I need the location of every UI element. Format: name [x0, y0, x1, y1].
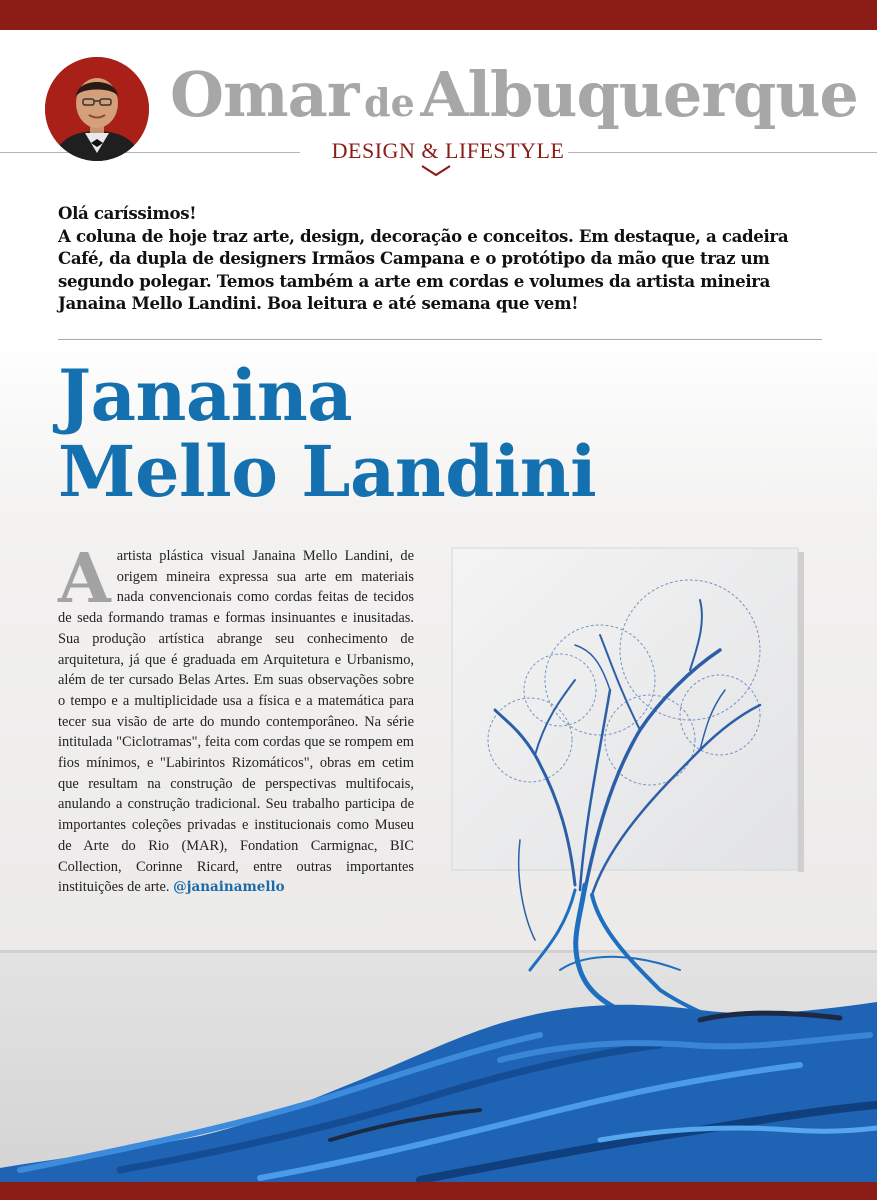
columnist-portrait	[45, 57, 149, 161]
drop-cap: A	[58, 539, 111, 619]
column-section-label: DESIGN & LIFESTYLE	[331, 138, 565, 163]
intro-block	[58, 202, 838, 315]
name-particle: de	[364, 80, 415, 125]
name-last: Albuquerque	[420, 58, 858, 131]
article-title-line-2: Mello Landini	[58, 430, 597, 513]
top-color-bar	[0, 0, 877, 30]
bottom-color-bar	[0, 1182, 877, 1200]
header-rule-right	[568, 152, 877, 153]
article-body-text	[58, 539, 414, 898]
article-body	[58, 539, 414, 898]
columnist-avatar	[45, 57, 149, 161]
artist-instagram-link[interactable]: @janainamello	[173, 879, 285, 896]
intro-greeting: Olá caríssimos!	[58, 203, 197, 223]
header-rule-left	[0, 152, 300, 153]
chevron-down-icon	[420, 164, 452, 178]
columnist-name	[170, 58, 858, 138]
article-title-line-1: Janaina	[58, 354, 353, 437]
section-divider	[58, 339, 822, 340]
article-title	[58, 354, 858, 513]
intro-text: A coluna de hoje traz arte, design, decoração e conceitos. Em destaque, a cadeira Café, da dupla de designers Irmãos Campana e o protótipo da mão que traz um segundo polegar. Temos também a arte em cordas e volumes da artista mineira Janaina Mello Landini. Boa leitura e até semana que vem!	[58, 225, 789, 313]
article-body-paragraph: artista plástica visual Janaina Mello Landini, de origem mineira expressa sua arte em materiais nada convencionais como cordas feitas de tecidos de seda formando tramas e formas insinuantes e inusitadas. Sua produção artística abrange seu conhecimento de arquitetura, já que é graduada em Arquitetura e Urbanismo, além de ter cursado Belas Artes. Em suas observações sobre o tempo e a multiplicidade usa a física e a matemática para tecer sua visão de arte do mundo contemporâneo. Na série intitulada "Ciclotramas", feita com cordas que se rompem em fios mínimos, e "Labirintos Rizomáticos", obras em cetim que resultam na construção de perspectivas multifocais, anulando a construção tradicional. Seu trabalho participa de importantes coleções privadas e institucionais como Museu de Arte do Rio (MAR), Fondation Carmignac, BIC Collection, Corinne Ricard, entre outras importantes instituições de arte.	[58, 548, 414, 896]
name-first: Omar	[170, 58, 359, 131]
